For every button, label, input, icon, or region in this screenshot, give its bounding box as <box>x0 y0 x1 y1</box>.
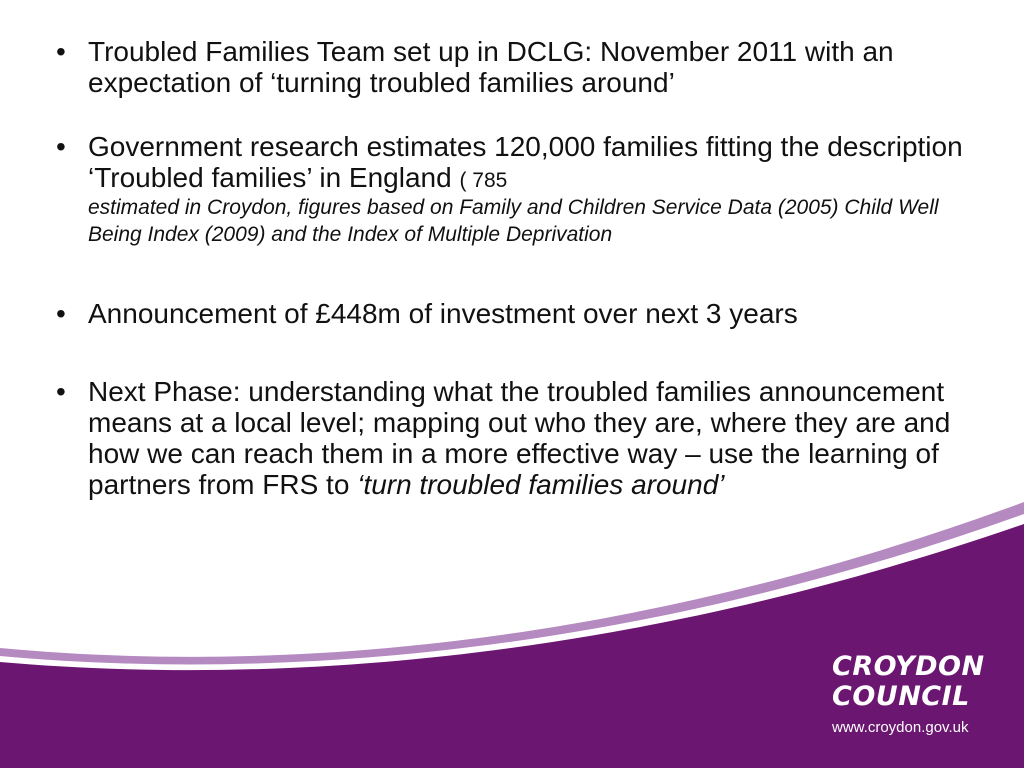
bullet-text: Announcement of £448m of investment over next 3 years <box>88 298 798 329</box>
bullet-text: Troubled Families Team set up in DCLG: November 2011 with an expectation of ‘turning troubled families around’ <box>88 36 894 98</box>
logo-line-2: COUNCIL <box>832 681 970 712</box>
croydon-council-logo <box>832 652 1002 738</box>
bullet-symbol: • <box>56 131 66 162</box>
bullet-text: Government research estimates 120,000 families fitting the description ‘Troubled families’ in England <box>88 131 963 193</box>
bullet-note: estimated in Croydon, figures based on Family and Children Service Data (2005) Child Well Being Index (2009) and the Index of Multiple Deprivation <box>88 196 939 246</box>
bullet-symbol: • <box>56 376 66 407</box>
bullet-symbol: • <box>56 36 66 67</box>
bullet-text: Next Phase: understanding what the troubled families announcement means at a local level; mapping out who they are, where they are and how we can reach them in a more effective way – use the learning of partners from FRS to <box>88 376 951 500</box>
bullet-emphasis: ‘turn troubled families around’ <box>357 469 725 500</box>
logo-url: www.croydon.gov.uk <box>832 719 969 736</box>
bullet-paren: ( 785 <box>459 169 508 192</box>
bullet-symbol: • <box>56 298 66 329</box>
logo-line-1: CROYDON <box>832 651 985 682</box>
